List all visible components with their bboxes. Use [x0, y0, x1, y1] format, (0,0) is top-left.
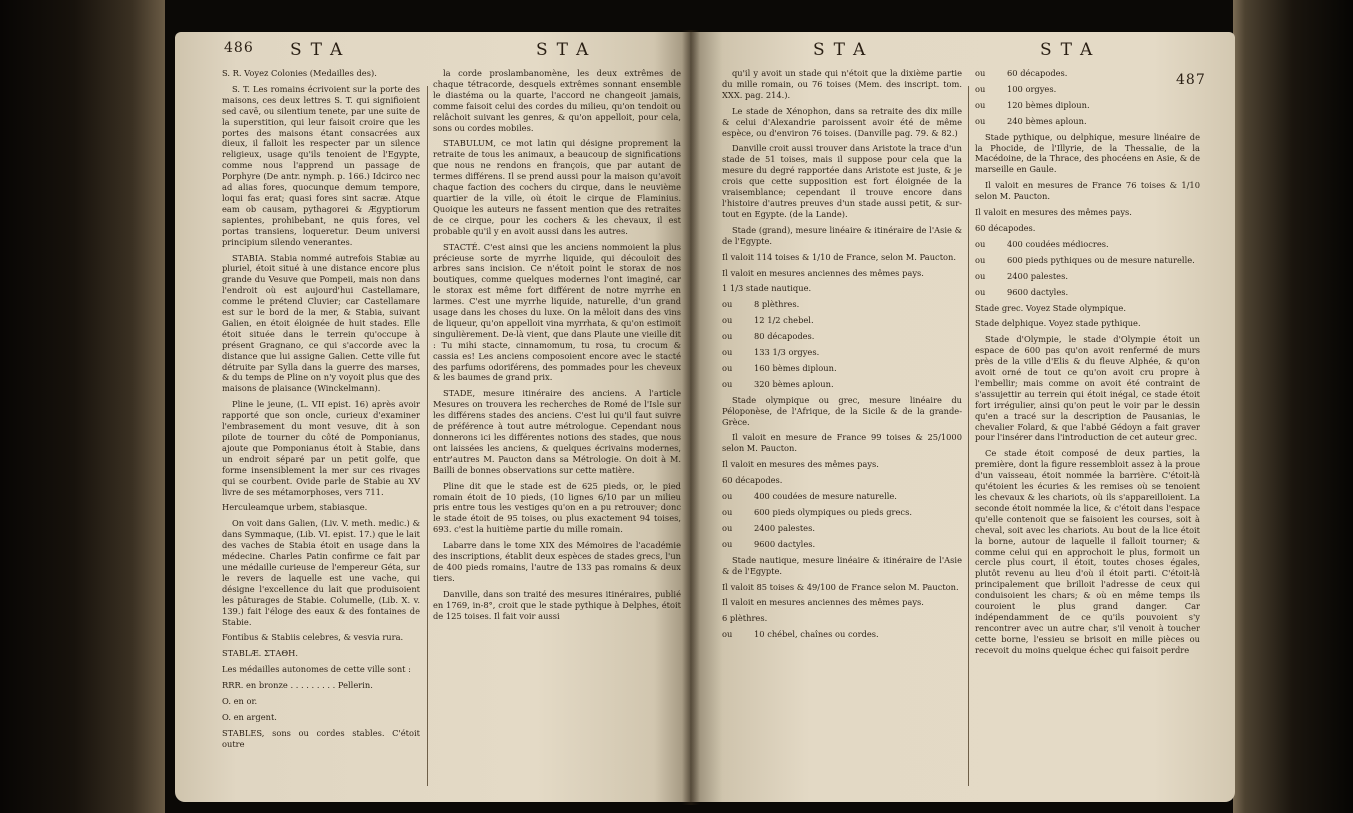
- measure-row: [722, 507, 962, 518]
- measure-value: 12 1/2 chebel.: [754, 315, 814, 326]
- left-header-left: STA: [290, 40, 352, 60]
- paragraph: Danville, dans son traité des mesures itinéraires, publié en 1769, in-8°, croit que le stade pythique à Delphes, étoit de 125 toises. Il fait voir aussi: [433, 588, 681, 621]
- paragraph: Il valoit 114 toises & 1/10 de France, selon M. Paucton.: [722, 251, 957, 262]
- measure-prefix: ou: [722, 629, 733, 640]
- measure-row: [975, 100, 1200, 111]
- left-header-right: STA: [536, 40, 598, 60]
- paragraph: Pline dit que le stade est de 625 pieds, or, le pied romain étoit de 10 pieds, (10 lignes 6/10 par un milieu pris entre tous les vestiges qu'on en a pu retrouver; donc le stade étoit de 95 toises, ou plus exactement 94 toises, 693. c'est la huitième partie du mille romain.: [433, 480, 681, 535]
- paragraph: Pline le jeune, (L. VII epist. 16) après avoir rapporté que son oncle, curieux d'examiner l'embrasement du mont vesuve, dit à son pilote de tourner du côté de Pomponianus, ajoute que Pomponianus étoit à Stabie, dans un endroit séparé par un petit golfe, que forme insensiblement la mer sur ces rivages qui se courbent. Ovide parle de Stabie au XV livre de ses métamorphoses, vers 711.: [222, 399, 420, 497]
- measure-prefix: ou: [722, 507, 733, 517]
- measure-row: [975, 116, 1200, 127]
- measure-value: 600 pieds olympiques ou pieds grecs.: [754, 507, 912, 517]
- measure-prefix: ou: [722, 362, 733, 373]
- paragraph: Il valoit en mesures anciennes des mêmes pays.: [722, 267, 924, 278]
- right-page-number: 487: [1176, 72, 1206, 88]
- measure-prefix: ou: [975, 99, 986, 110]
- book-edge-right: [1233, 0, 1353, 813]
- paragraph: STABLÆ. ΣΤΑΘΗ.: [222, 648, 299, 659]
- measure-prefix: ou: [975, 286, 986, 297]
- paragraph: Stade pythique, ou delphique, mesure linéaire de la Phocide, de l'Illyrie, de la Thessalie, de la Macédoine, de la Thrace, des phocéens en Asie, & de marseille en Gaule.: [975, 131, 1200, 175]
- right-column-rule: [968, 86, 969, 786]
- left-column-1: [222, 68, 420, 755]
- measure-row: [975, 255, 1200, 266]
- left-column-rule: [427, 86, 428, 786]
- paragraph: Stade olympique ou grec, mesure linéaire du Péloponèse, de l'Afrique, de la Sicile & de la grande-Grèce.: [722, 394, 962, 427]
- measure-row: [722, 379, 962, 390]
- measure-value: 2400 palestes.: [754, 522, 815, 533]
- measure-row: [722, 629, 962, 640]
- paragraph: O. en or.: [222, 696, 258, 707]
- paragraph: Stade grec. Voyez Stade olympique.: [975, 302, 1126, 313]
- measure-value: 100 orgyes.: [1007, 83, 1057, 94]
- measure-prefix: ou: [722, 347, 733, 358]
- paragraph: O. en argent.: [222, 711, 277, 722]
- measure-value: 60 décapodes.: [1007, 68, 1068, 78]
- measure-row: [722, 299, 962, 310]
- measure-row: [975, 287, 1200, 298]
- measure-row: [722, 491, 962, 502]
- measure-prefix: ou: [722, 491, 733, 502]
- paragraph: On voit dans Galien, (Liv. V. meth. medic.) & dans Symmaque, (Lib. VI. epist. 17.) que le lait des vaches de Stabia étoit en usage dans la médecine. Charles Patin confirme ce fait par une médaille curieuse de l'empereur Géta, sur le revers de laquelle est une vache, qui désigne l'excellence du lait que produisoient les pâturages de Stabie. Columelle, (Lib. X. v. 139.) fait l'éloge des eaux & des fontaines de Stabie.: [222, 518, 420, 627]
- measure-value: 9600 dactyles.: [1007, 286, 1069, 297]
- paragraph: Ce stade étoit composé de deux parties, la première, dont la figure ressembloit assez à la proue d'un vaisseau, étoit nommée la barrière. C'étoit-là qu'étoient les écuries & les remises où se tenoient les chevaux & les chariots, où ils s'appareilloient. La seconde étoit nommée la lice, & c'étoit dans l'espace qu'elle contenoit que se faisoient les courses, soit à cheval, soit avec les chariots. Au bout de la lice étoit la borne, autour de laquelle il falloit tourner; & comme celui qui en approchoit le plus, formoit un cercle plus court, il étoit, toutes choses égales, plutôt revenu au lieu d'où il étoit parti. C'étoit-là principalement que brilloit l'adresse de ceux qui conduisoient les chars; & où en même temps ils couroient le plus grand danger. Car indépendamment de ce qu'ils pouvoient s'y rencontrer avec un autre char, s'il venoit à toucher cette borne, l'essieu se brisoit en mille pièces ou recevoit du moins quelque échec qui faisoit perdre: [975, 448, 1200, 655]
- paragraph: Herculeamque urbem, stabiasque.: [222, 502, 368, 513]
- paragraph: Fontibus & Stabiis celebres, & vesvia rura.: [222, 632, 404, 643]
- measure-value: 9600 dactyles.: [754, 538, 816, 549]
- paragraph: Stade delphique. Voyez stade pythique.: [975, 318, 1141, 329]
- measure-value: 600 pieds pythiques ou de mesure naturelle.: [1007, 254, 1195, 265]
- paragraph: Stade d'Olympie, le stade d'Olympie étoit un espace de 600 pas qu'on avoit renfermé de murs près de la ville d'Elis & du fleuve Alphée, & qu'on avoit orné de tout ce qu'on avoit cru propre à l'embellir; mais comme on avoit été contraint de s'assujettir au terrein qui étoit inégal, ce stade étoit fort irrégulier, ainsi qu'on peut le voir par le dessin qu'en a tracé sur la description de Pausanias, le chevalier Folard, & que l'abbé Gédoyn a fait graver pour l'insérer dans l'introduction de cet auteur grec.: [975, 334, 1200, 443]
- measure-value: 400 coudées de mesure naturelle.: [754, 491, 897, 502]
- paragraph: 1 1/3 stade nautique.: [722, 283, 812, 294]
- paragraph: Stade (grand), mesure linéaire & itinéraire de l'Asie & de l'Egypte.: [722, 224, 962, 246]
- measure-prefix: ou: [975, 83, 986, 94]
- paragraph: STACTÉ. C'est ainsi que les anciens nommoient la plus précieuse sorte de myrrhe liquide, qui découloit des arbres sans incision. Ce n'étoit point le storax de nos boutiques, comme quelques modernes l'ont imaginé, car le storax est même fort différent de notre myrrhe en larmes. C'est une myrrhe liquide, naturelle, d'un grand usage dans les choses du luxe. On la mêloit dans des vins de liqueur, qu'on appelloit vina myrrhata, & qu'on estimoit singulièrement. De-là vient, que dans Plaute une vieille dit : Tu mihi stacte, cinnamomum, tu rosa, tu crocum & cassia es! Les anciens composoient encore avec le stacté des parfums odoriférens, des pommades pour les cheveux & les baumes de grand prix.: [433, 241, 681, 383]
- paragraph: 60 décapodes.: [975, 222, 1036, 233]
- paragraph: Il valoit en mesures des mêmes pays.: [975, 207, 1132, 218]
- measure-row: [975, 271, 1200, 282]
- paragraph: Il valoit 85 toises & 49/100 de France selon M. Paucton.: [722, 581, 959, 592]
- measure-prefix: ou: [975, 238, 986, 249]
- measure-row: [722, 363, 962, 374]
- measure-prefix: ou: [722, 315, 733, 326]
- measure-value: 400 coudées médiocres.: [1007, 238, 1109, 249]
- paragraph: RRR. en bronze . . . . . . . . . Pellerin.: [222, 680, 373, 691]
- paragraph: Danville croit aussi trouver dans Aristote la trace d'un stade de 51 toises, mais il suppose pour cela que la mesure du degré rapportée dans Aristote est juste, & je crois que cette supposition est fort éloignée de la vraisemblance; cependant il trouve encore dans l'histoire d'autres preuves d'un stade aussi petit, & sur-tout en Egypte. (de la Lande).: [722, 143, 962, 219]
- right-column-1: [722, 68, 962, 645]
- measure-value: 240 bèmes aploun.: [1007, 115, 1087, 126]
- right-header-right: STA: [1040, 40, 1102, 60]
- paragraph: Il valoit en mesures anciennes des mêmes pays.: [722, 597, 924, 608]
- measure-value: 2400 palestes.: [1007, 270, 1068, 281]
- right-column-2: [975, 68, 1200, 661]
- left-column-2: [433, 68, 681, 627]
- right-header-left: STA: [813, 40, 875, 60]
- measure-value: 10 chébel, chaînes ou cordes.: [754, 629, 879, 640]
- measure-prefix: ou: [975, 254, 986, 265]
- book-gutter: [682, 30, 700, 805]
- paragraph: qu'il y avoit un stade qui n'étoit que la dixième partie du mille romain, ou 76 toises (Mem. des inscript. tom. XXX. pag. 214.).: [722, 68, 962, 100]
- paragraph: Les médailles autonomes de cette ville sont :: [222, 664, 411, 675]
- measure-prefix: ou: [722, 522, 733, 533]
- paragraph: Stade nautique, mesure linéaire & itinéraire de l'Asie & de l'Egypte.: [722, 554, 962, 576]
- paragraph: S. T. Les romains écrivoient sur la porte des maisons, ces deux lettres S. T. qui signifioient sed cavē, ou silentium tenete, par une suite de la superstition, qui leur faisoit croire que les portes des maisons étant consacrées aux dieux, il falloit les respecter par un silence religieux, usage qu'ils tenoient de l'Egypte, comme nous l'apprend un passage de Porphyre (De antr. nymph. p. 166.) Idcirco nec ad alias fores, quocunque demum tempore, loqui fas erat; quasi fores sint sacræ. Atque eam ob causam, pythagorei & Ægyptiorum sapientes, prohibebant, ne quis fores, vel portas transiens, loqueretur. Deum universi principium silendo venerantes.: [222, 83, 420, 247]
- measure-value: 120 bèmes diploun.: [1007, 99, 1090, 110]
- measure-row: [722, 331, 962, 342]
- measure-prefix: ou: [975, 68, 986, 78]
- measure-row: [722, 523, 962, 534]
- measure-row: [722, 539, 962, 550]
- paragraph: Il valoit en mesures de France 76 toises & 1/10 selon M. Paucton.: [975, 180, 1200, 202]
- paragraph: STABLES, sons ou cordes stables. C'étoit outre: [222, 727, 420, 749]
- measure-value: 133 1/3 orgyes.: [754, 347, 820, 358]
- paragraph: S. R. Voyez Colonies (Medailles des).: [222, 68, 377, 78]
- measure-prefix: ou: [722, 538, 733, 549]
- paragraph: Il valoit en mesures des mêmes pays.: [722, 459, 879, 470]
- measure-prefix: ou: [722, 331, 733, 342]
- left-page-number: 486: [224, 40, 254, 56]
- paragraph: Le stade de Xénophon, dans sa retraite des dix mille & celui d'Alexandrie paroissent avoir été de même espèce, ou d'environ 76 toises. (Danville pag. 79. & 82.): [722, 105, 962, 138]
- measure-row: [975, 84, 1200, 95]
- measure-value: 160 bèmes diploun.: [754, 362, 837, 373]
- measure-value: 80 décapodes.: [754, 331, 815, 342]
- paragraph: 6 plèthres.: [722, 613, 768, 624]
- measure-value: 320 bèmes aploun.: [754, 378, 834, 389]
- paragraph: STABIA. Stabia nommé autrefois Stabiæ au pluriel, étoit situé à une distance encore plus grande du Vesuve que Pompeii, mais non dans l'endroit où est aujourd'hui Castellamare, comme le prétend Cluvier; car Castellamare est sur le bord de la mer, & Stabia, suivant Galien, en étoit éloignée de huit stades. Elle étoit située dans le terrein qu'occupe à présent Gragnano, ce qui s'accorde avec la distance que lui assigne Galien. Cette ville fut détruite par Sylla dans la guerre des marses, & du temps de Pline on n'y voyoit plus que des maisons de plaisance (Winckelmann).: [222, 252, 420, 394]
- measure-row: [722, 347, 962, 358]
- measure-value: 8 plèthres.: [754, 299, 800, 310]
- paragraph: STABULUM, ce mot latin qui désigne proprement la retraite de tous les animaux, a beaucoup de significations que nous ne rendons en françois, que par autant de termes différens. Il se prend aussi pour la maison qu'avoit chaque faction des cochers du cirque, dans le neuvième quartier de la ville, où étoit le cirque de Flaminius. Quoique les auteurs ne fassent mention que des retraites de ce cirque, pour les cochers & les chevaux, il est probable qu'il y en avoit aussi dans les autres.: [433, 138, 681, 236]
- paragraph: STADE, mesure itinéraire des anciens. A l'article Mesures on trouvera les recherches de Romé de l'Isle sur les différens stades des anciens. C'est lui qu'il faut suivre de préférence à tout autre métrologue. Cependant nous donnerons ici les différentes notions des stades, que nous ont laissées les anciens, & quelques écrivains modernes, entr'autres M. Paucton dans sa Métrologie. On doit à M. Bailli de bonnes observations sur cette matière.: [433, 388, 681, 475]
- book-edge-left: [0, 0, 165, 813]
- measure-prefix: ou: [722, 378, 733, 389]
- paragraph: 60 décapodes.: [722, 475, 783, 486]
- paragraph: la corde proslambanomène, les deux extrêmes de chaque tétracorde, desquels extrêmes sonnant ensemble le diastéma ou la quarte, l'accord ne changeoit jamais, comme faisoit celui des cordes du milieu, qu'on tendoit ou relâchoit suivant les genres, & qu'on appelloit, pour cela, sons ou cordes mobiles.: [433, 68, 681, 133]
- measure-row: [975, 239, 1200, 250]
- measure-row: [975, 68, 1200, 79]
- paragraph: Labarre dans le tome XIX des Mémoires de l'académie des inscriptions, établit deux espèces de stades grecs, l'un de 400 pieds romains, l'autre de 133 pas romains & deux tiers.: [433, 540, 681, 583]
- measure-prefix: ou: [975, 270, 986, 281]
- measure-prefix: ou: [975, 115, 986, 126]
- paragraph: Il valoit en mesure de France 99 toises & 25/1000 selon M. Paucton.: [722, 432, 962, 454]
- measure-row: [722, 315, 962, 326]
- measure-prefix: ou: [722, 299, 733, 310]
